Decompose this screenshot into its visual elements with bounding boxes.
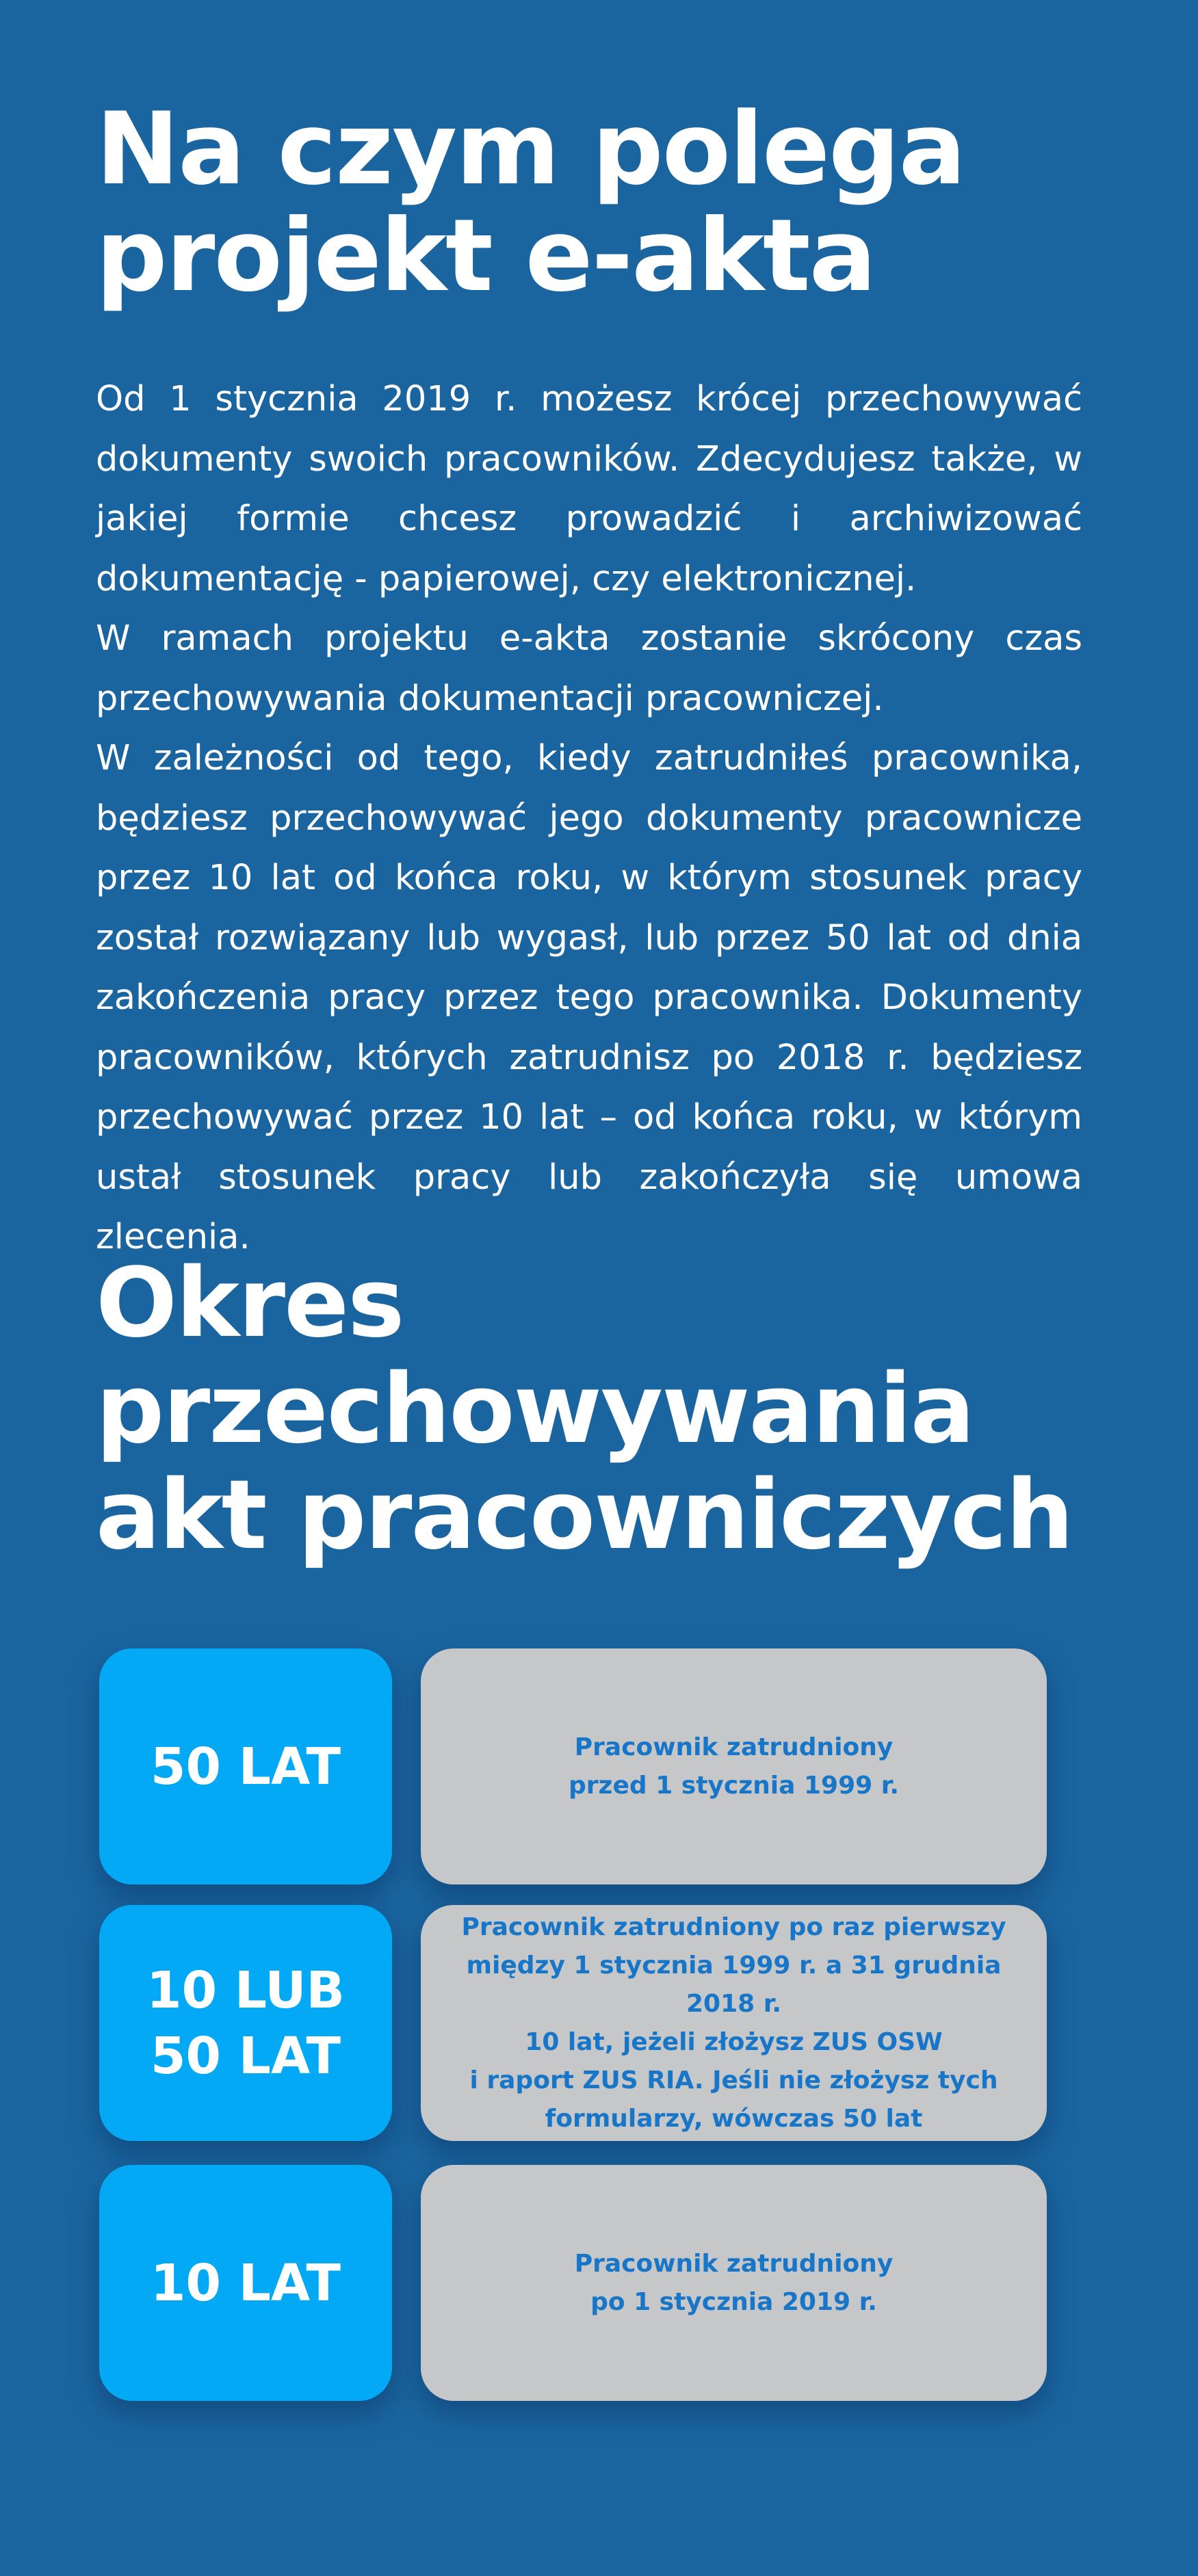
period-badge-50-lat: 50 LAT bbox=[99, 1648, 392, 1884]
retention-row bbox=[99, 1648, 1047, 1884]
section-title-retention-period: Okres przechowywania akt pracowniczych bbox=[96, 1248, 1073, 1571]
period-description-text: Pracownik zatrudniony przed 1 stycznia 1999 r. bbox=[569, 1733, 899, 1800]
period-description-card bbox=[421, 1648, 1047, 1884]
period-description-text: Pracownik zatrudniony po raz pierwszy między 1 stycznia 1999 r. a 31 grudnia 2018 r. 10 lat, jeżeli złożysz ZUS OSW i raport ZUS RIA. Jeśli nie złożysz tych formularzy, wówczas 50 lat bbox=[461, 1913, 1006, 2133]
intro-paragraph-2: W ramach projektu e-akta zostanie skrócony czas przechowywania dokumentacji pracowniczej. bbox=[96, 618, 1082, 719]
intro-text bbox=[96, 369, 1082, 1267]
section-title-e-akta: Na czym polega projekt e-akta bbox=[96, 91, 965, 314]
period-description-card bbox=[421, 2165, 1047, 2401]
retention-row bbox=[99, 2165, 1047, 2401]
period-badge-10-lat: 10 LAT bbox=[99, 2165, 392, 2401]
period-description-text: Pracownik zatrudniony po 1 stycznia 2019 r. bbox=[574, 2249, 894, 2316]
intro-paragraph-1: Od 1 stycznia 2019 r. możesz krócej przechowywać dokumenty swoich pracowników. Zdecydujesz także, w jakiej formie chcesz prowadzić i archiwizować dokumentację - papierowej, czy elektronicznej. bbox=[96, 379, 1082, 599]
retention-row bbox=[99, 1905, 1047, 2141]
intro-paragraph-3: W zależności od tego, kiedy zatrudniłeś pracownika, będziesz przechowywać jego dokumenty pracownicze przez 10 lat od końca roku, w którym stosunek pracy został rozwiązany lub wygasł, lub przez 50 lat od dnia zakończenia pracy przez tego pracownika. Dokumenty pracowników, których zatrudnisz po 2018 r. będziesz przechowywać przez 10 lat – od końca roku, w którym ustał stosunek pracy lub zakończyła się umowa zlecenia. bbox=[96, 738, 1082, 1257]
period-description-card bbox=[421, 1905, 1047, 2141]
period-badge-10-lub-50-lat: 10 LUB 50 LAT bbox=[99, 1905, 392, 2141]
